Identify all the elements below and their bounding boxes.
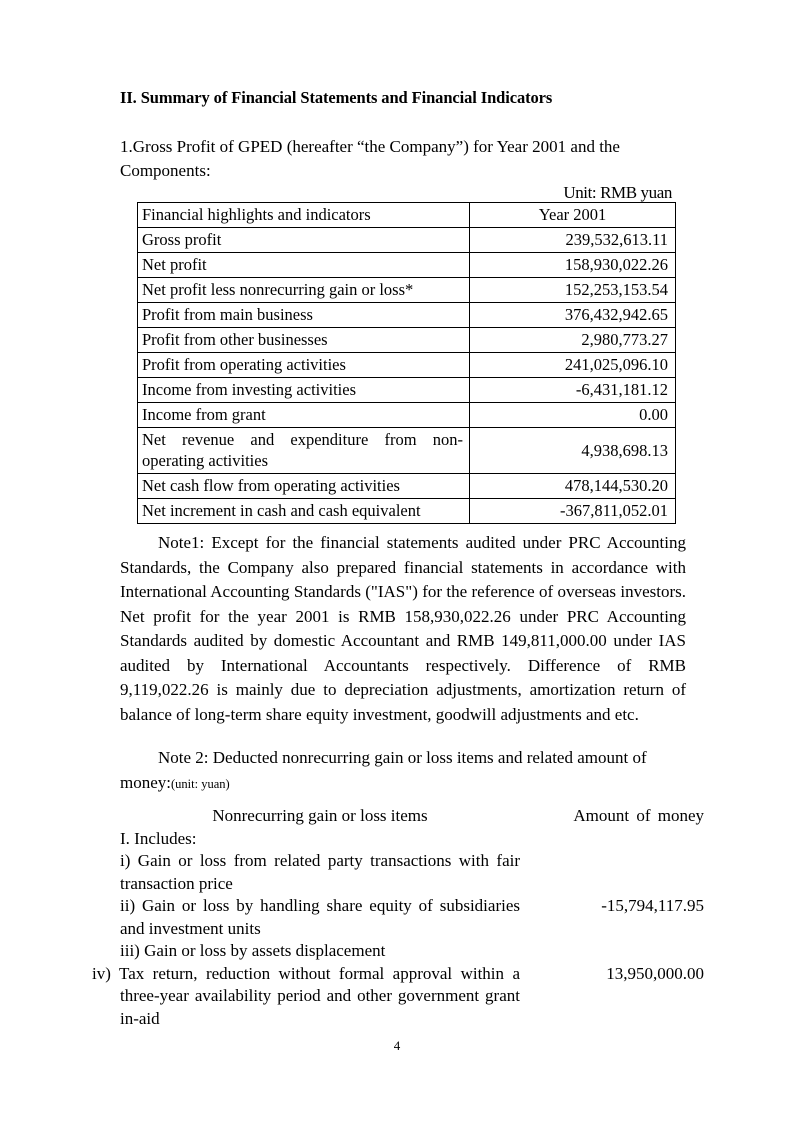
item-amount <box>538 828 706 851</box>
row-value: 239,532,613.11 <box>470 228 676 253</box>
page-number: 4 <box>393 1038 401 1053</box>
row-label: Profit from main business <box>138 303 470 328</box>
table-row <box>138 278 676 303</box>
items-column-header-amount: Amount of money <box>573 806 704 825</box>
nonrecurring-items-table-container <box>92 805 704 1030</box>
column-header-value: Year 2001 <box>470 203 676 228</box>
note-1-paragraph: Note1: Except for the financial statements audited under PRC Accounting Standards, the Company also prepared financial statements in accordance with International Accounting Standards ("IAS") for the reference of overseas investors. Net profit for the year 2001 is RMB 158,930,022.26 under PRC Accounting Standards audited by domestic Accountant and RMB 149,811,000.00 under IAS audited by International Accountants respectively. Difference of RMB 9,119,022.26 is mainly due to depreciation adjustments, amortization return of balance of long-term share equity investment, goodwill adjustments and etc. <box>120 533 686 724</box>
table-row <box>138 303 676 328</box>
item-label: I. Includes: <box>120 828 197 848</box>
item-amount: 13,950,000.00 <box>606 963 704 983</box>
table-row <box>138 328 676 353</box>
nonrecurring-items-table <box>92 805 706 1030</box>
table-row <box>138 353 676 378</box>
item-label: ii) Gain or loss by handling share equity of subsidiaries and investment units <box>120 896 520 938</box>
row-label: Profit from other businesses <box>138 328 470 353</box>
financial-highlights-table <box>137 202 676 524</box>
items-table-row <box>120 850 706 895</box>
note-2-text: Note 2: Deducted nonrecurring gain or loss items and related amount of money: <box>120 748 647 792</box>
items-table-row <box>120 963 706 1031</box>
section-heading: II. Summary of Financial Statements and Financial Indicators <box>120 88 553 107</box>
row-value: -6,431,181.12 <box>470 378 676 403</box>
table-row <box>138 253 676 278</box>
item-label: iv) Tax return, reduction without formal approval within a three-year availability period and other government grant in-aid <box>92 963 520 1028</box>
row-value: -367,811,052.01 <box>470 499 676 524</box>
item-label: iii) Gain or loss by assets displacement <box>120 941 386 960</box>
row-value: 376,432,942.65 <box>470 303 676 328</box>
table-row <box>138 228 676 253</box>
table-row <box>138 474 676 499</box>
item-label: i) Gain or loss from related party transactions with fair transaction price <box>120 851 520 893</box>
row-value: 2,980,773.27 <box>470 328 676 353</box>
row-value: 4,938,698.13 <box>470 428 676 474</box>
column-header-label: Financial highlights and indicators <box>138 203 470 228</box>
items-column-header-label: Nonrecurring gain or loss items <box>212 806 428 825</box>
row-label: Net cash flow from operating activities <box>138 474 470 499</box>
row-value: 478,144,530.20 <box>470 474 676 499</box>
items-table-row <box>120 895 706 940</box>
row-label: Gross profit <box>138 228 470 253</box>
table-row <box>138 428 676 474</box>
row-label: Income from grant <box>138 403 470 428</box>
row-value: 158,930,022.26 <box>470 253 676 278</box>
row-label: Profit from operating activities <box>138 353 470 378</box>
table-row <box>138 378 676 403</box>
row-value: 152,253,153.54 <box>470 278 676 303</box>
note-2-paragraph <box>120 746 686 796</box>
item-amount <box>538 940 706 963</box>
items-header-row <box>120 805 706 828</box>
row-label: Net increment in cash and cash equivalent <box>138 499 470 524</box>
table-header-row <box>138 203 676 228</box>
item-amount: -15,794,117.95 <box>601 896 704 915</box>
row-value: 241,025,096.10 <box>470 353 676 378</box>
items-table-row <box>120 940 706 963</box>
row-value: 0.00 <box>470 403 676 428</box>
item-amount <box>538 850 706 895</box>
financial-table-container <box>137 202 668 524</box>
table-row <box>138 403 676 428</box>
table-row <box>138 499 676 524</box>
note-2-unit: (unit: yuan) <box>171 776 230 791</box>
document-page <box>92 0 704 1122</box>
unit-caption: Unit: RMB yuan <box>563 183 672 202</box>
row-label: Income from investing activities <box>138 378 470 403</box>
row-label: Net profit less nonrecurring gain or loss* <box>138 278 470 303</box>
items-table-row <box>120 828 706 851</box>
row-label: Net profit <box>138 253 470 278</box>
intro-paragraph: 1.Gross Profit of GPED (hereafter “the Company”) for Year 2001 and the Components: <box>120 137 620 180</box>
row-label: Net revenue and expenditure from non-operating activities <box>138 428 470 474</box>
